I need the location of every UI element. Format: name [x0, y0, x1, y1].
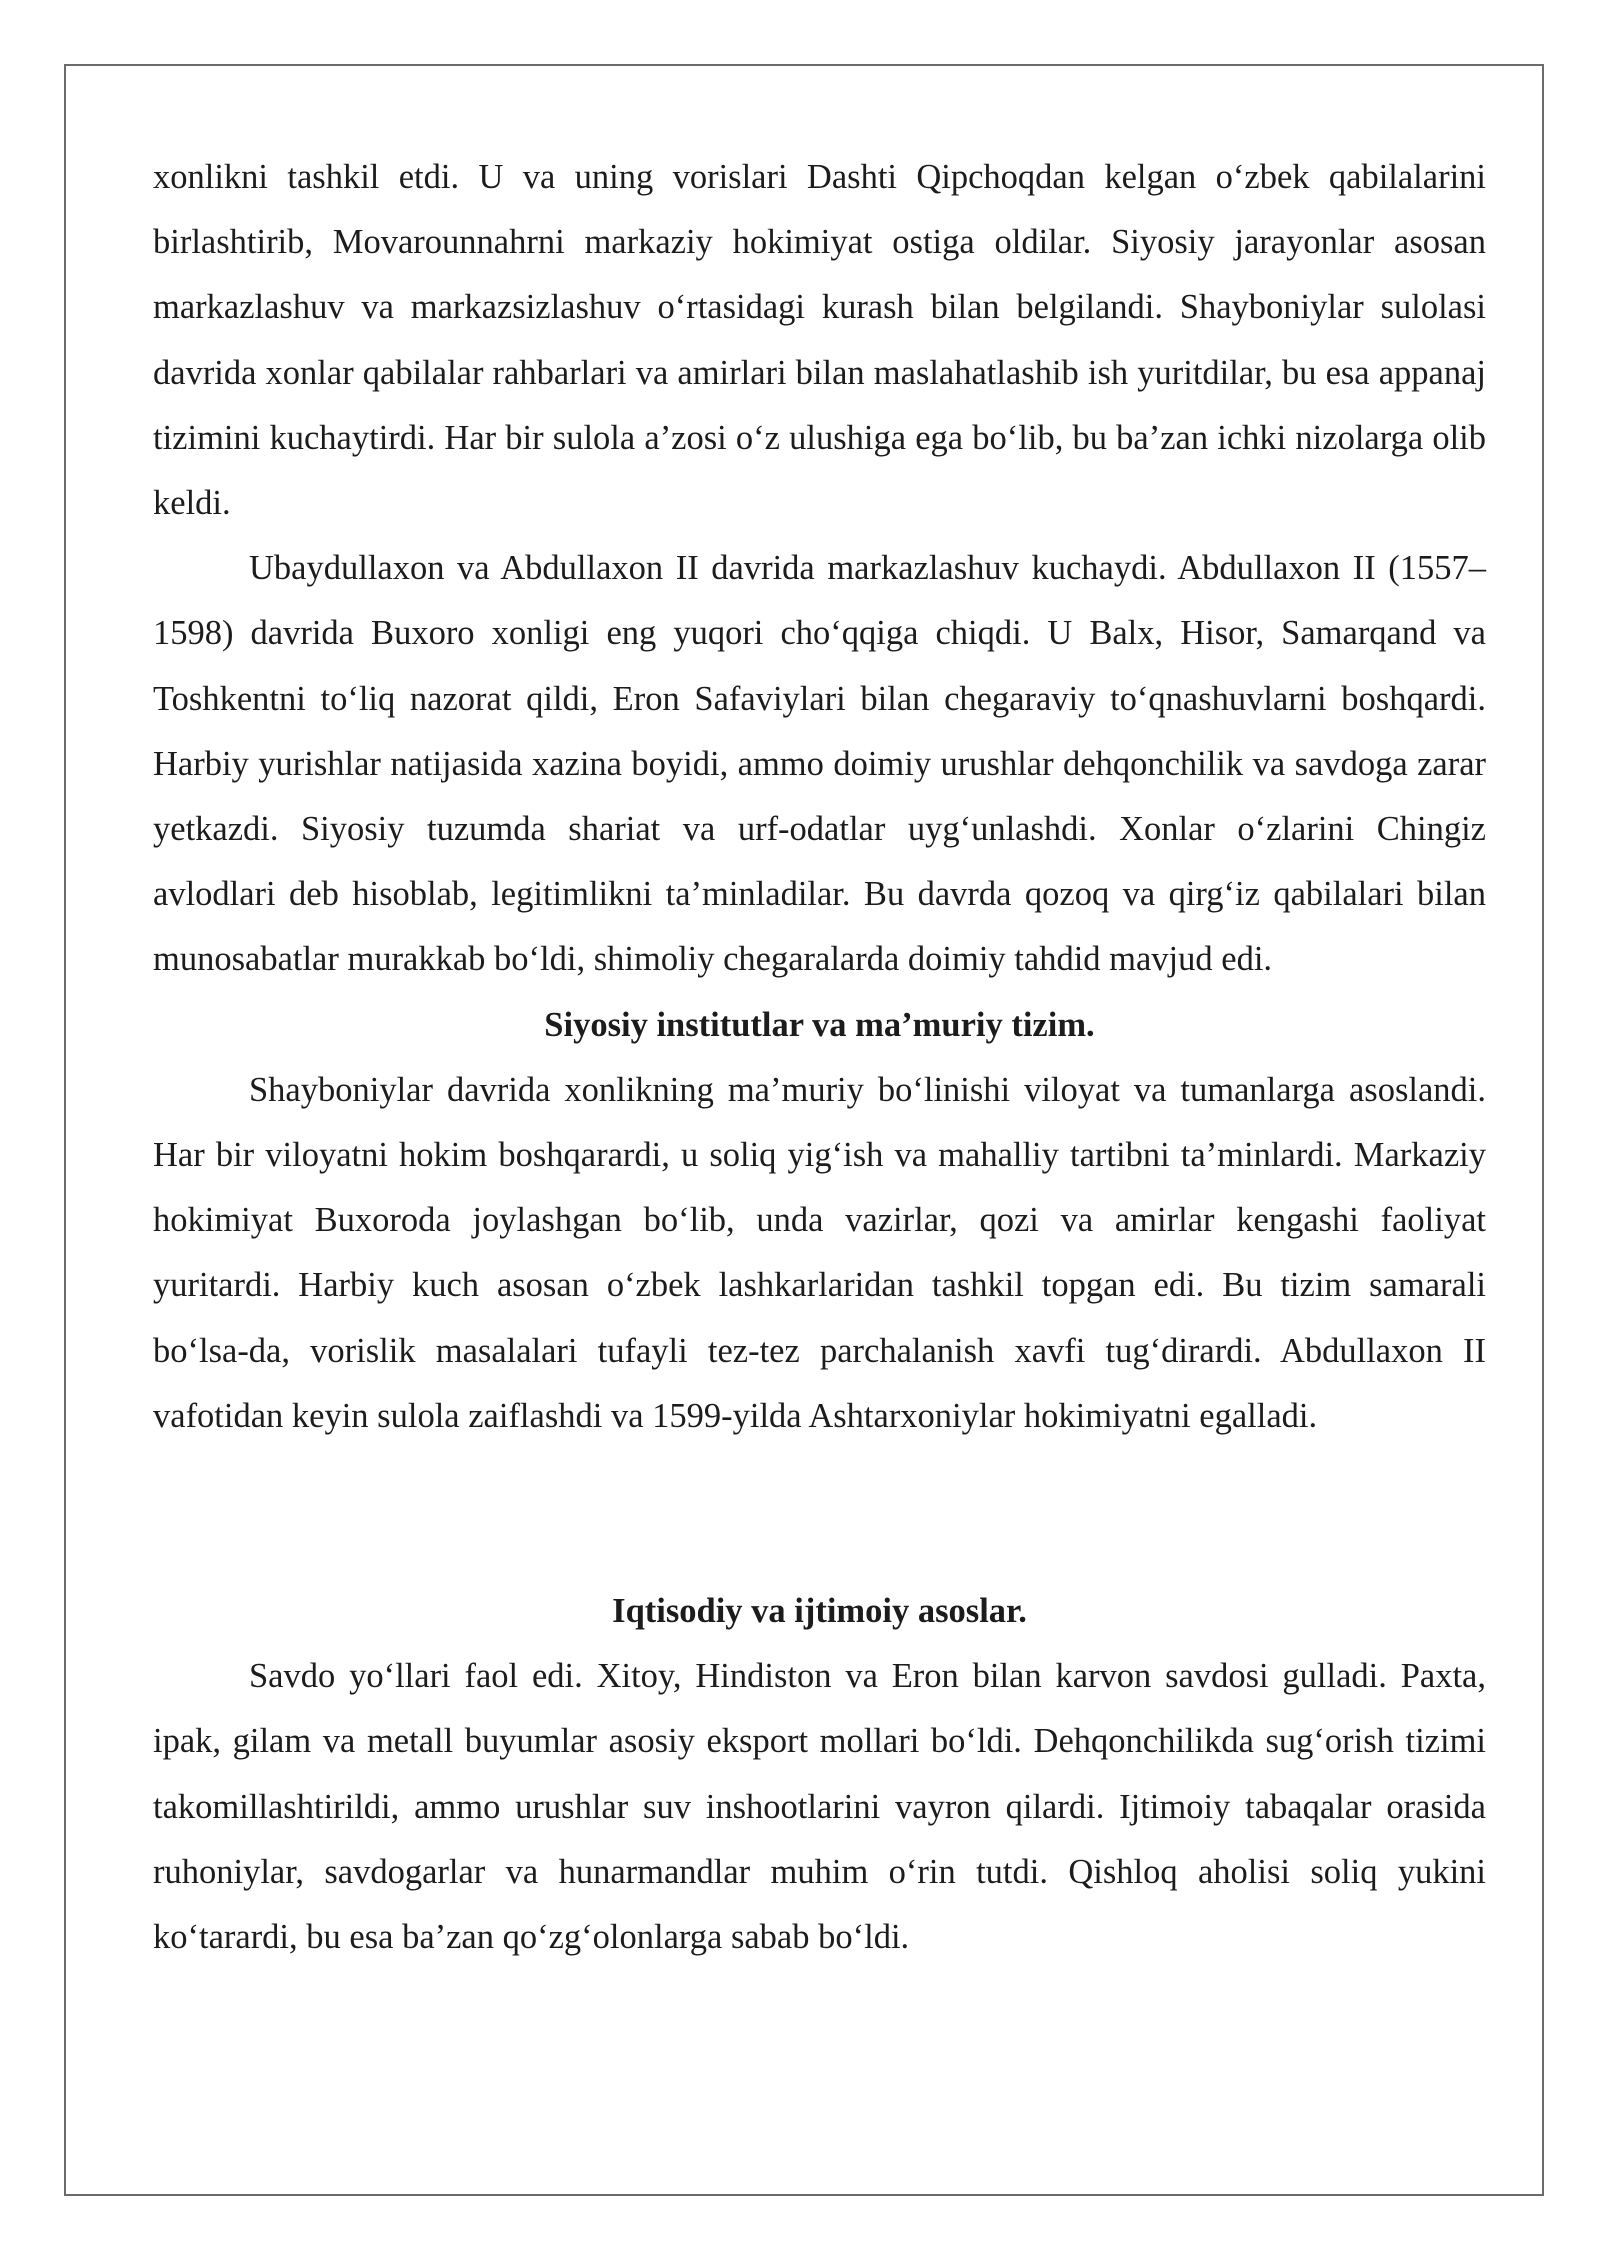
paragraph-trade-society: Savdo yo‘llari faol edi. Xitoy, Hindiston va Eron bilan karvon savdosi gulladi. Paxta, ipak, gilam va metall buyumlar asosiy eksport mollari bo‘ldi. Dehqonchilikda sug‘orish tizimi takomillashtirildi, ammo urushlar suv inshootlarini vayron qilardi. Ijtimoiy tabaqalar orasida ruhoniylar, savdogarlar va hunarmandlar muhim o‘rin tutdi. Qishloq aholisi soliq yukini ko‘tarardi, bu esa ba’zan qo‘zg‘olonlarga sabab bo‘ldi.: [153, 1657, 1486, 1957]
document-body: [153, 145, 1486, 1970]
heading-political-institutions: Siyosiy institutlar va ma’muriy tizim.: [544, 1005, 1095, 1044]
paragraph-khanate-formation: xonlikni tashkil etdi. U va uning vorislari Dashti Qipchoqdan kelgan o‘zbek qabilalarini birlashtirib, Movarounnahrni markaziy hokimiyat ostiga oldilar. Siyosiy jarayonlar asosan markazlashuv va markazsizlashuv o‘rtasidagi kurash bilan belgilandi. Shayboniylar sulolasi davrida xonlar qabilalar rahbarlari va amirlari bilan maslahatlashib ish yuritdilar, bu esa appanaj tizimini kuchaytirdi. Har bir sulola a’zosi o‘z ulushiga ega bo‘lib, bu ba’zan ichki nizolarga olib keldi.: [153, 158, 1486, 523]
paragraph-administrative-system: Shayboniylar davrida xonlikning ma’muriy bo‘linishi viloyat va tumanlarga asoslandi. Har bir viloyatni hokim boshqarardi, u soliq yig‘ish va mahalliy tartibni ta’minlardi. Markaziy hokimiyat Buxoroda joylashgan bo‘lib, unda vazirlar, qozi va amirlar kengashi faoliyat yuritardi. Harbiy kuch asosan o‘zbek lashkarlaridan tashkil topgan edi. Bu tizim samarali bo‘lsa-da, vorislik masalalari tufayli tez-tez parchalanish xavfi tug‘dirardi. Abdullaxon II vafotidan keyin sulola zaiflashdi va 1599-yilda Ashtarxoniylar hokimiyatni egalladi.: [153, 1070, 1486, 1435]
heading-economic-social: Iqtisodiy va ijtimoiy asoslar.: [612, 1592, 1027, 1631]
section-spacer: [153, 1449, 1486, 1579]
paragraph-centralization: Ubaydullaxon va Abdullaxon II davrida markazlashuv kuchaydi. Abdullaxon II (1557–1598) davrida Buxoro xonligi eng yuqori cho‘qqiga chiqdi. U Balx, Hisor, Samarqand va Toshkentni to‘liq nazorat qildi, Eron Safaviylari bilan chegaraviy to‘qnashuvlarni boshqardi. Harbiy yurishlar natijasida xazina boyidi, ammo doimiy urushlar dehqonchilik va savdoga zarar yetkazdi. Siyosiy tuzumda shariat va urf-odatlar uyg‘unlashdi. Xonlar o‘zlarini Chingiz avlodlari deb hisoblab, legitimlikni ta’minladilar. Bu davrda qozoq va qirg‘iz qabilalari bilan munosabatlar murakkab bo‘ldi, shimoliy chegaralarda doimiy tahdid mavjud edi.: [153, 549, 1486, 979]
